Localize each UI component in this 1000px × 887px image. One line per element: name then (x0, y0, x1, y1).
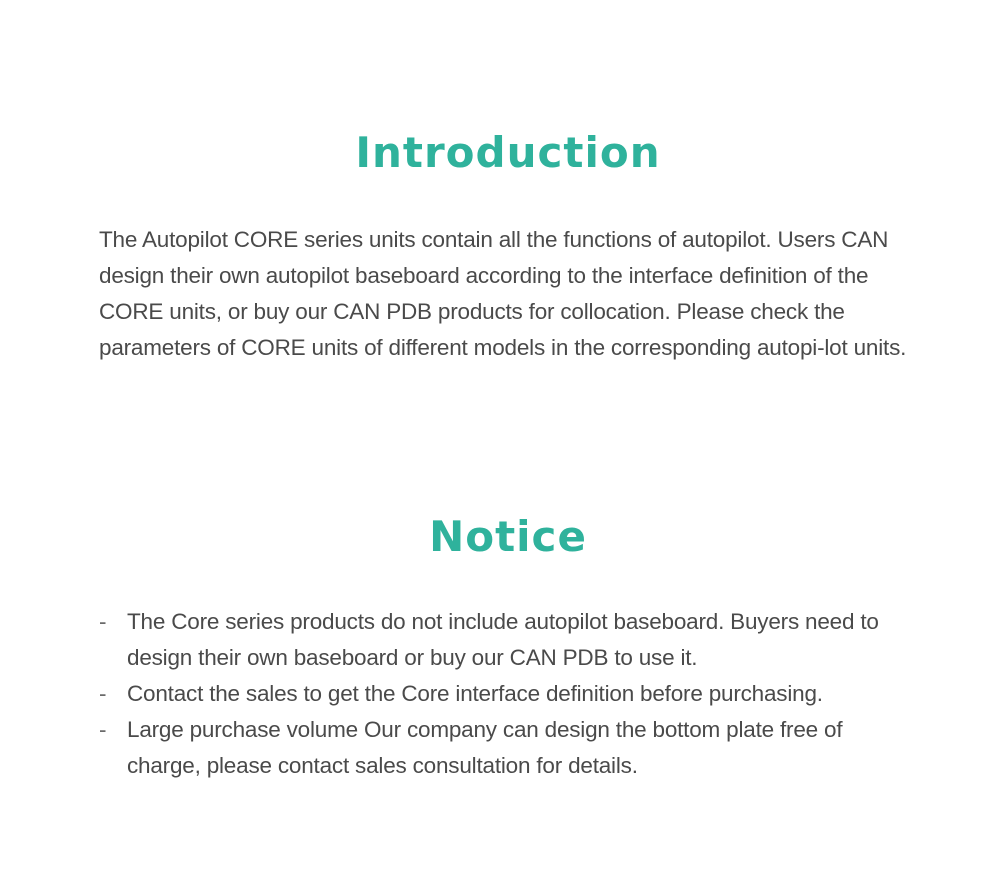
notice-list (99, 604, 914, 784)
introduction-heading: Introduction (355, 128, 661, 177)
dash-bullet-icon: - (99, 681, 107, 706)
notice-item-text: Large purchase volume Our company can design the bottom plate free of charge, please contact sales consultation for details. (127, 717, 843, 778)
notice-item (99, 604, 914, 676)
dash-bullet-icon: - (99, 609, 107, 634)
notice-item (99, 712, 914, 784)
notice-item-text: The Core series products do not include autopilot baseboard. Buyers need to design their own baseboard or buy our CAN PDB to use it. (127, 609, 879, 670)
notice-item-text: Contact the sales to get the Core interface definition before purchasing. (127, 681, 823, 706)
notice-item (99, 676, 914, 712)
dash-bullet-icon: - (99, 717, 107, 742)
introduction-paragraph: The Autopilot CORE series units contain all the functions of autopilot. Users CAN design their own autopilot baseboard according to the interface definition of the CORE units, or buy our CAN PDB products for collocation. Please check the parameters of CORE units of different models in the corresponding autopi-lot units. (99, 227, 907, 360)
notice-heading: Notice (429, 512, 587, 561)
